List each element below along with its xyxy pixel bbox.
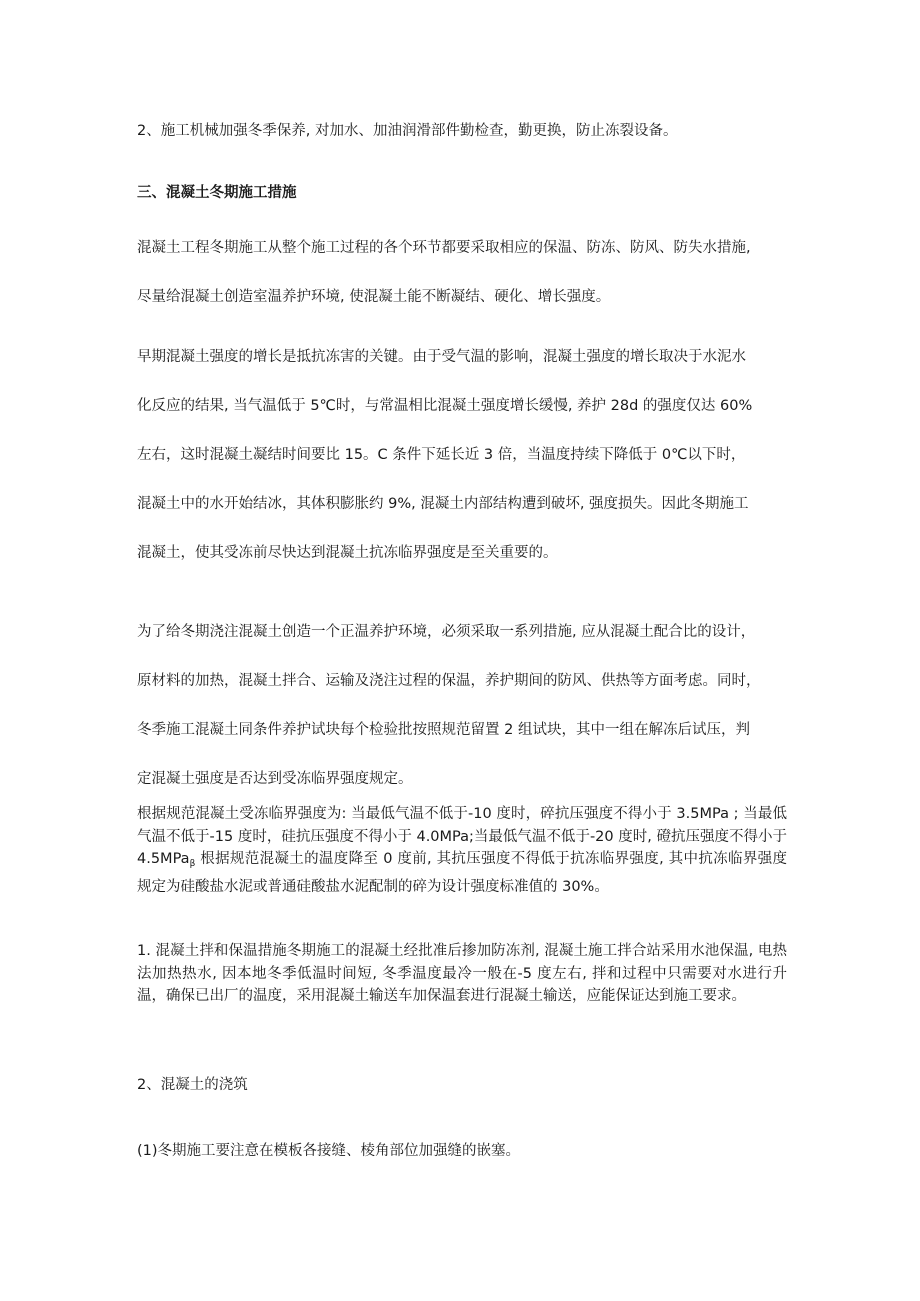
text-line: 左右，这时混凝土凝结时间要比 15。C 条件下延长近 3 倍，当温度持续下降低于 0℃以下时， (137, 447, 746, 463)
text-line: 化反应的结果, 当气温低于 5℃时，与常温相比混凝土强度增长缓慢, 养护 28d 的强度仅达 60% (137, 398, 753, 414)
text-line: 混凝土中的水开始结冰，其体积膨胀约 9%, 混凝土内部结构遭到破坏, 强度损失。因此冬期施工 (137, 496, 749, 512)
paragraph-formwork-joints: (1)冬期施工要注意在模板各接缝、棱角部位加强缝的嵌塞。 (137, 1143, 521, 1159)
text-line: 冬季施工混凝土同条件养护试块每个检验批按照规范留置 2 组试块，其中一组在解冻后试压，判 (137, 722, 750, 738)
subheading-pouring: 2、混凝土的浇筑 (137, 1077, 248, 1093)
text-line: 早期混凝土强度的增长是抵抗冻害的关键。由于受气温的影响，混凝土强度的增长取决于水泥水 (137, 349, 746, 365)
subscript: β (189, 859, 196, 869)
text-run: 根据规范混凝土受冻临界强度为: 当最低气温不低于-10 度时，碎抗压强度不得小于 3.5MPa ; 当最低气温不低于-15 度时，硅抗压强度不得小于 4.0MPa;当最低气温不低于-20 度时, 磴抗压强度不得小于 4.5MPa (137, 806, 787, 867)
paragraph-early-strength (137, 333, 787, 578)
text-run: 根据规范混凝土的温度降至 0 度前, 其抗压强度不得低于抗冻临界强度, 其中抗冻临界强度规定为硅酸盐水泥或普通硅酸盐水泥配制的碎为设计强度标准值的 30%。 (137, 851, 787, 895)
paragraph-machinery-maintenance: 2、施工机械加强冬季保养, 对加水、加油润滑部件勤检查，勤更换，防止冻裂设备。 (137, 123, 678, 139)
text-line: 定混凝土强度是否达到受冻临界强度规定。 (137, 771, 413, 787)
text-line: 尽量给混凝土创造室温养护环境, 使混凝土能不断凝结、硬化、增长强度。 (137, 289, 611, 305)
paragraph-curing-environment (137, 608, 787, 804)
text-line: 原材料的加热，混凝土拌合、运输及浇注过程的保温，养护期间的防风、供热等方面考虑。同时， (137, 673, 761, 689)
section-heading-winter-concrete: 三、混凝土冬期施工措施 (137, 185, 297, 201)
text-line: 为了给冬期浇注混凝土创造一个正温养护环境，必须采取一系列措施, 应从混凝土配合比的设计， (137, 624, 756, 640)
paragraph-critical-strength (137, 803, 787, 898)
text-line: 混凝土工程冬期施工从整个施工过程的各个环节都要采取相应的保温、防冻、防风、防失水措施, (137, 240, 751, 256)
paragraph-intro (137, 224, 787, 322)
text-line: 混凝土，使其受冻前尽快达到混凝土抗冻临界强度是至关重要的。 (137, 545, 558, 561)
paragraph-mixing-insulation: 1. 混凝土拌和保温措施冬期施工的混凝土经批准后掺加防冻剂, 混凝土施工拌合站采用水池保温, 电热法加热热水, 因本地冬季低温时间短, 冬季温度最冷一般在-5 度左右, 拌和过程中只需要对水进行升温，确保已出厂的温度，采用混凝土输送车加保温套进行混凝土输送，应能保证达到施工要求。 (137, 943, 787, 1004)
